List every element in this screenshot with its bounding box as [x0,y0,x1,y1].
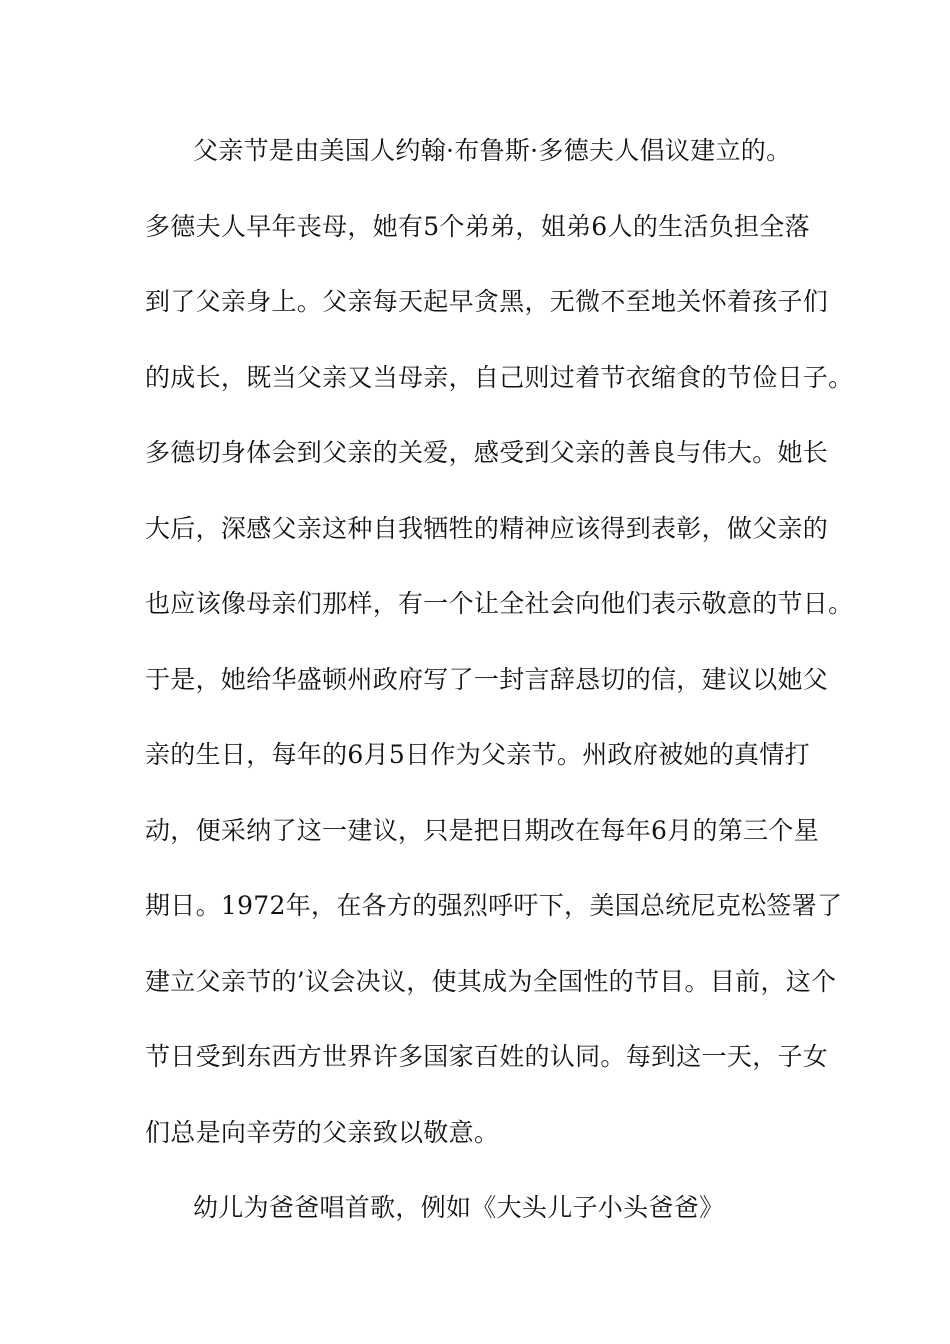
paragraph-1-line-7: 也应该像母亲们那样，有一个让全社会向他们表示敬意的节日。 [145,589,854,618]
paragraph-1-line-12: 建立父亲节的’议会决议，使其成为全国性的节目。目前，这个 [145,966,837,996]
paragraph-1-line-3: 到了父亲身上。父亲每天起早贪黑，无微不至地关怀着孩子们 [145,287,829,316]
paragraph-1-line-5: 多德切身体会到父亲的关爱，感受到父亲的善良与伟大。她长 [145,438,829,467]
paragraph-1-line-6: 大后，深感父亲这种自我牺牲的精神应该得到表彰，做父亲的 [145,513,829,543]
paragraph-1-line-11: 期日。1972年，在各方的强烈呼吁下，美国总统尼克松签署了 [145,891,843,920]
paragraph-1-line-10: 动，便采纳了这一建议，只是把日期改在每年6月的第三个星 [145,815,820,845]
paragraph-1-line-13: 节日受到东西方世界许多国家百姓的认同。每到这一天，子女 [145,1042,829,1071]
paragraph-2-line-1: 幼儿为爸爸唱首歌，例如《大头儿子小头爸爸》 [193,1193,725,1222]
document-body [145,127,854,1260]
paragraph-1-line-4: 的成长，既当父亲又当母亲，自己则过着节衣缩食的节俭日子。 [145,362,854,392]
paragraph-1-line-8: 于是，她给华盛顿州政府写了一封言辞恳切的信，建议以她父 [145,664,829,694]
paragraph-1-line-2: 多德夫人早年丧母，她有5个弟弟，姐弟6人的生活负担全落 [145,211,810,241]
paragraph-1-line-9: 亲的生日，每年的6月5日作为父亲节。州政府被她的真情打 [145,740,810,769]
paragraph-1-line-14: 们总是向辛劳的父亲致以敬意。 [145,1117,500,1147]
paragraph-1-line-1: 父亲节是由美国人约翰·布鲁斯·多德夫人倡议建立的。 [193,136,792,165]
